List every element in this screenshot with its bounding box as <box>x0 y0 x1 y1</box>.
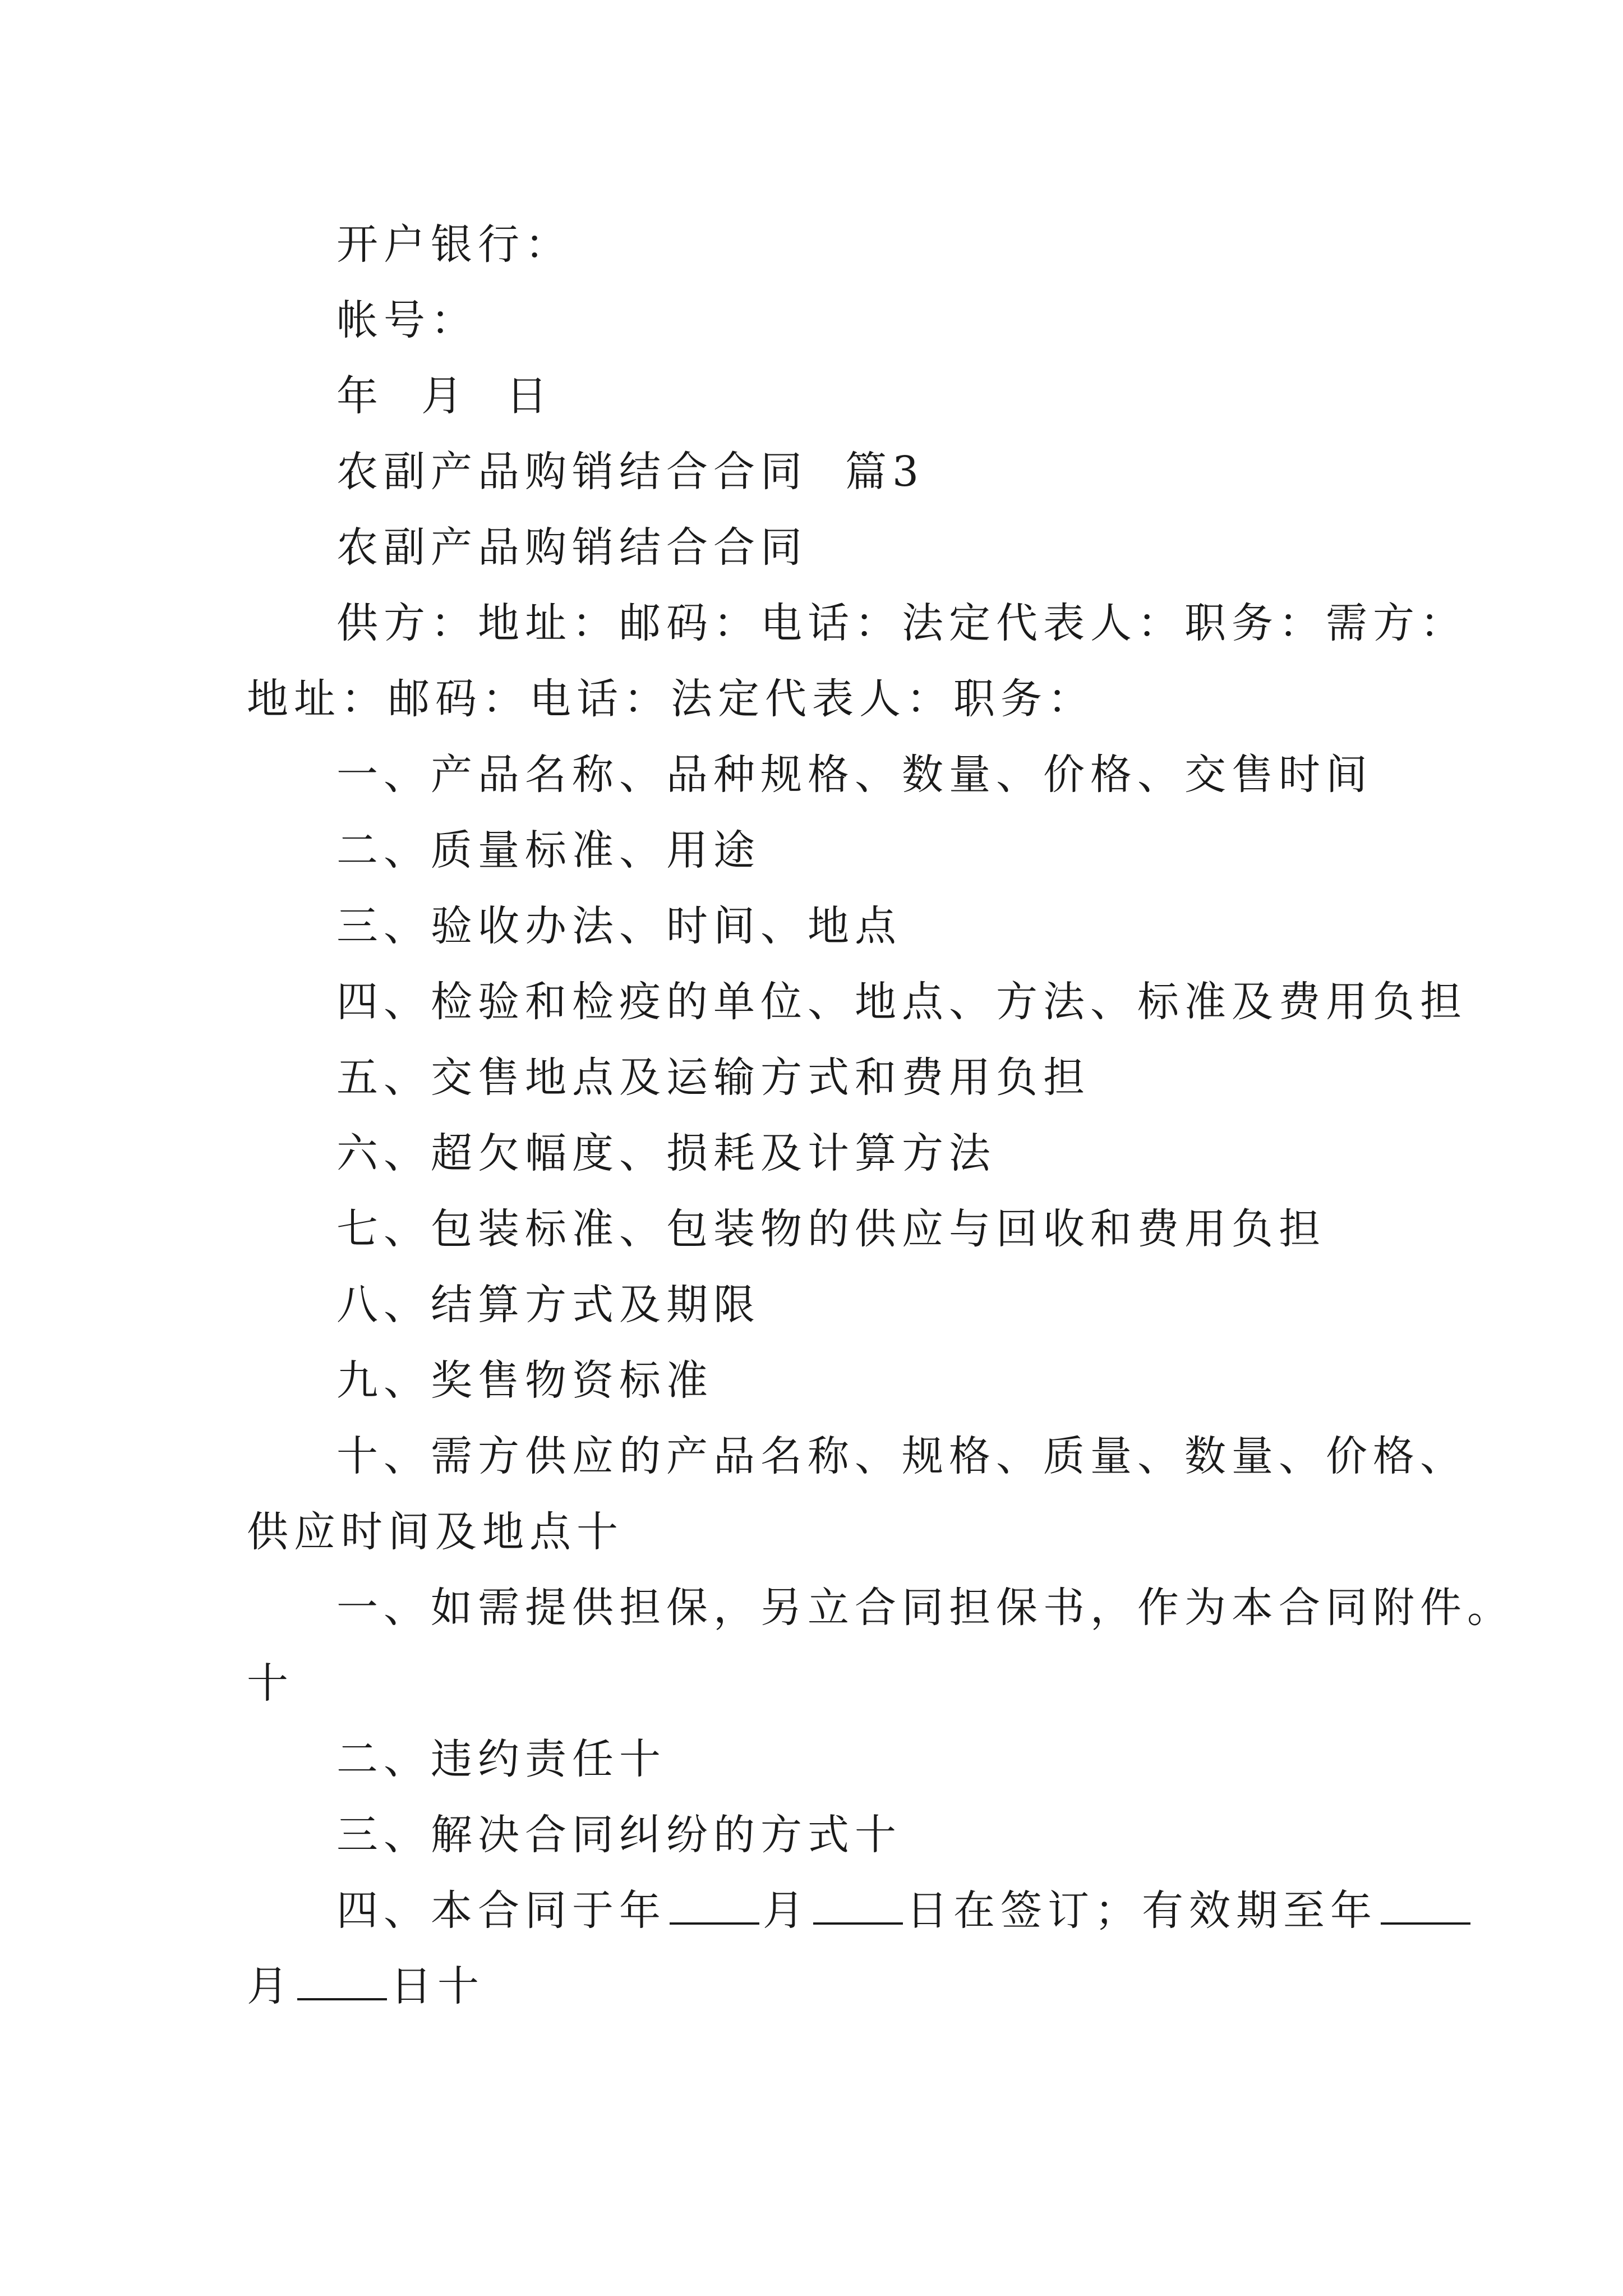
clause-10-cont: 供应时间及地点十 <box>247 1508 624 1556</box>
blank-sign-year <box>670 1888 759 1925</box>
section-heading: 农副产品购销结合合同 篇3 <box>336 448 925 496</box>
clause-14 <box>336 1885 1474 1936</box>
date-line: 年 月 日 <box>336 372 554 420</box>
clause-13: 三、解决合同纠纷的方式十 <box>336 1811 902 1859</box>
clause-14-end: 日十 <box>390 1962 485 2010</box>
blank-expiry-month <box>297 1963 387 2000</box>
clause-1: 一、产品名称、品种规格、数量、价格、交售时间 <box>336 751 1373 799</box>
clause-14-month: 月 <box>763 1887 810 1935</box>
clause-8: 八、结算方式及期限 <box>336 1281 760 1329</box>
blank-sign-month <box>813 1888 903 1925</box>
contract-title: 农副产品购销结合合同 <box>336 523 808 572</box>
clause-11-cont: 十 <box>247 1659 294 1708</box>
buyer-line: 地址：邮码：电话：法定代表人：职务： <box>247 675 1095 723</box>
clause-9: 九、奖售物资标准 <box>336 1356 713 1405</box>
clause-14-month2: 月 <box>247 1962 294 2010</box>
clause-14-prefix: 四、本合同于年 <box>336 1887 666 1935</box>
clause-10: 十、需方供应的产品名称、规格、质量、数量、价格、 <box>336 1432 1467 1480</box>
clause-11: 一、如需提供担保，另立合同担保书，作为本合同附件。 <box>336 1584 1514 1632</box>
clause-4: 四、检验和检疫的单位、地点、方法、标准及费用负担 <box>336 978 1467 1026</box>
blank-expiry-year <box>1381 1888 1470 1925</box>
clause-2: 二、质量标准、用途 <box>336 826 760 875</box>
supplier-line: 供方：地址：邮码：电话：法定代表人：职务：需方： <box>336 599 1467 647</box>
clause-14-cont <box>247 1961 485 2012</box>
account-line: 帐号： <box>336 296 478 344</box>
clause-12: 二、违约责任十 <box>336 1735 666 1783</box>
clause-5: 五、交售地点及运输方式和费用负担 <box>336 1053 1090 1102</box>
clause-7: 七、包装标准、包装物的供应与回收和费用负担 <box>336 1205 1326 1253</box>
clause-3: 三、验收办法、时间、地点 <box>336 902 902 950</box>
bank-line: 开户银行： <box>336 220 572 269</box>
clause-14-day: 日在签订；有效期至年 <box>906 1887 1377 1935</box>
clause-6: 六、超欠幅度、损耗及计算方法 <box>336 1129 996 1177</box>
